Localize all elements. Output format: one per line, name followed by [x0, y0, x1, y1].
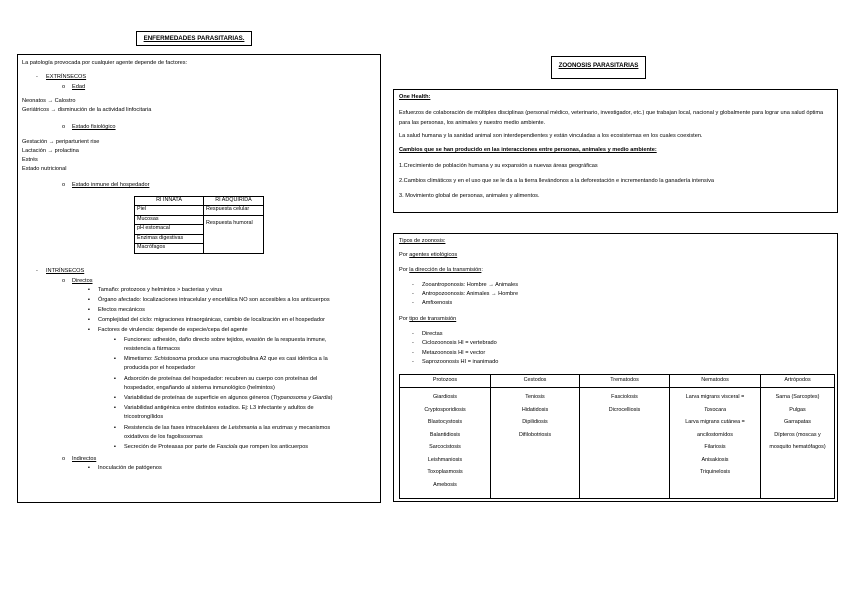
directos-item: ▪ Complejidad del ciclo: migraciones intraorgánicas, cambio de localización en el hospedador: [88, 317, 325, 323]
zoo-item: Dípteros (moscas y: [774, 431, 821, 438]
inmune-label: Estado inmune del hospedador: [72, 182, 150, 188]
virulencia-item: ▪ Variabilidad de proteínas de superficie en algunos géneros (Trypanosoma y Giardia): [114, 395, 333, 401]
text-fragment: Secreción de Proteasas por parte de: [124, 444, 217, 450]
virulencia-item: ▪ Variabilidad antigénica entre distintos estadios. Ej: L3 infectante y adultos de: [114, 405, 314, 411]
text-fragment: Saprozoonosis HI = inanimado: [422, 359, 499, 365]
ri-adquirida-text: Respuesta humoral: [206, 219, 253, 226]
text-fragment: Inoculación de patógenos: [98, 465, 162, 471]
zoo-header: Artrópodos: [761, 375, 835, 388]
zoo-item: Toxoplasmosis: [427, 469, 463, 475]
fisio-line: Estrés: [22, 157, 38, 163]
direccion-item: - Amfixenosis: [412, 300, 453, 306]
edad-label: Edad: [72, 84, 86, 90]
text-fragment: Factores de virulencia: depende de especie/cepa del agente: [98, 327, 248, 333]
zoo-item: Dipilidiosis: [522, 419, 548, 425]
fisio-line: Lactación → prolactina: [22, 148, 79, 154]
zoo-item: Larva migrans visceral =: [685, 394, 745, 400]
zoo-item: Toxocara: [704, 406, 726, 413]
zoo-header: Cestodos: [491, 375, 580, 388]
left-intro: La patología provocada por cualquier agente depende de factores:: [22, 60, 188, 66]
indirectos-label: Indirectos: [72, 456, 97, 462]
virulencia-cont: oxidativos de los fagolisosomas: [124, 434, 203, 440]
zoo-item: Cryptosporidiosis: [424, 406, 466, 413]
intrinsecos-heading: - INTRÍNSECOS: [36, 268, 85, 274]
zoo-item: Triquinelosis: [699, 469, 731, 475]
ri-innata-cell: Mucosas: [135, 215, 204, 225]
virulencia-item: ▪ Mimetismo: Schistosoma produce una macroglobulina A2 que es casi idéntica a la: [114, 356, 328, 362]
cambios-item: 2.Cambios climáticos y en el uso que se le da a la tierra llevándonos a la deforestación e incrementando la ganadería intensiva: [399, 178, 714, 184]
virulencia-item: ▪ Funciones: adhesión, daño directo sobre tejidos, evasión de la respuesta inmune,: [114, 337, 327, 343]
directos-item: ▪ Órgano afectado: localizaciones intracelular y encefálica NO son accesibles a los anticuerpos: [88, 297, 330, 303]
fisio-line: Gestación → periparturient rise: [22, 139, 100, 145]
zoo-item: Amebosis: [433, 481, 457, 488]
edad-line: Geriátricos → disminución de la actividad linfocitaria: [22, 107, 152, 113]
zoo-item: Sarna (Sarcoptes): [775, 394, 820, 400]
zoonosis-table: [399, 374, 835, 499]
fisio-heading: o Estado fisiológico: [62, 124, 116, 130]
text-fragment: Adsorción de proteínas del hospedador: recubren su cuerpo con proteínas del: [124, 376, 318, 382]
cambios-item: 3. Movimiento global de personas, animales y alimentos.: [399, 193, 540, 199]
zoo-item: Difilobotriosis: [518, 431, 552, 438]
text-fragment: Variabilidad de proteínas de superficie en algunos géneros (: [124, 395, 273, 401]
indirectos-item: ▪ Inoculación de patógenos: [88, 465, 162, 471]
zoo-item: Anisakiosis: [701, 456, 729, 463]
text-fragment: Amfixenosis: [422, 300, 453, 306]
directos-item: ▪ Factores de virulencia: depende de especie/cepa del agente: [88, 327, 248, 333]
direccion-item: - Antropozoonosis: Animales → Hombre: [412, 291, 519, 297]
indirectos-heading: o Indirectos: [62, 456, 97, 462]
virulencia-cont: producida por el hospedador: [124, 365, 196, 371]
one-health-label: One Health:: [399, 94, 431, 100]
virulencia-item: ▪ Adsorción de proteínas del hospedador: recubren su cuerpo con proteínas del: [114, 376, 318, 382]
ri-adquirida-cell: Respuesta celular: [204, 206, 264, 216]
text-fragment: tipo de transmisión: [409, 316, 457, 322]
por-direccion: [399, 267, 483, 275]
left-title: ENFERMEDADES PARASITARIAS.: [143, 35, 245, 42]
zoo-cell-trematodos: [580, 388, 670, 499]
virulencia-cont: resistencia a fármacos: [124, 346, 180, 352]
zoo-item: Garrapatas: [784, 419, 811, 425]
zoo-item: Sarcocistosis: [429, 444, 461, 450]
text-fragment: Schistosoma: [154, 356, 187, 362]
left-title-box: [136, 31, 252, 46]
text-fragment: Efectos mecánicos: [98, 307, 145, 313]
text-fragment: a las enzimas y mecanismos: [257, 425, 331, 431]
ri-innata-cell: pH estomacal: [135, 225, 204, 235]
edad-line: Neonatos → Calostro: [22, 98, 76, 104]
zoo-item: Hidatidosis: [521, 406, 549, 413]
ri-innata-cell: Macrófagos: [135, 244, 204, 254]
tipo-item: - Saprozoonosis HI = inanimado: [412, 359, 499, 365]
edad-heading: o Edad: [62, 84, 86, 90]
text-fragment: Tamaño: protozoos y helmintos > bacterias y virus: [98, 287, 223, 293]
text-fragment: que rompen los anticuerpos: [237, 444, 309, 450]
zoo-cell-nematodos: [670, 388, 761, 499]
zoo-item: Fasciolosis: [611, 394, 638, 400]
text-fragment: Órgano afectado: localizaciones intracelular y encefálica NO son accesibles a los anticuerpos: [98, 297, 330, 303]
directos-label: Directos: [72, 278, 93, 284]
zoo-item: Blastocystosis: [427, 419, 463, 425]
text-fragment: Zooantroponosis: Hombre → Animales: [422, 282, 519, 288]
zoo-item: Balantidiosis: [429, 431, 461, 438]
por-agentes: [399, 252, 457, 260]
zoo-cell-cestodos: [491, 388, 580, 499]
right-title: ZOONOSIS PARASITARIAS: [558, 62, 639, 69]
zoo-item: Larva migrans cutánea =: [685, 419, 745, 425]
virulencia-item: ▪ Secreción de Proteasas por parte de Fasciola que rompen los anticuerpos: [114, 444, 309, 450]
cambios-item: 1.Crecimiento de población humana y su expansión a nuevas áreas geográficas: [399, 163, 598, 169]
zoo-cell-artropodos: [761, 388, 835, 499]
text-fragment: Por: [399, 316, 410, 322]
text-fragment: Directas: [422, 331, 443, 337]
zoo-item: Leishmaniosis: [427, 456, 463, 463]
ri-adquirida-cell: [204, 215, 264, 253]
directos-item: ▪ Efectos mecánicos: [88, 307, 145, 313]
text-fragment: Leishmania: [228, 425, 258, 431]
fisio-label: Estado fisiológico: [72, 124, 116, 130]
zoo-item: Giardiosis: [433, 394, 457, 400]
virulencia-item: ▪ Resistencia de las fases intracelulares de Leishmania a las enzimas y mecanismos: [114, 425, 331, 431]
ri-header-adquirida: RI ADQUIRIDA: [204, 197, 264, 206]
tipo-item: - Metazoonosis HI = vector: [412, 350, 486, 356]
text-fragment: Resistencia de las fases intracelulares de: [124, 425, 229, 431]
zoo-header: Protozoos: [400, 375, 491, 388]
ri-table: [134, 196, 264, 254]
text-fragment: Variabilidad antigénica entre distintos estadios. Ej: L3 infectante y adultos de: [124, 405, 314, 411]
virulencia-cont: hospedador, engañando al sistema inmunológico (helmintos): [124, 385, 275, 391]
text-fragment: produce una macroglobulina A2 que es casi idéntica a la: [186, 356, 328, 362]
text-fragment: :: [481, 267, 483, 273]
tipo-item: - Ciclozoonosis HI = vertebrado: [412, 340, 497, 346]
text-fragment: Trypanosoma y Giardia: [272, 395, 331, 401]
tipo-item: - Directas: [412, 331, 443, 337]
text-fragment: Fasciola: [216, 444, 238, 450]
directos-heading: o Directos: [62, 278, 93, 284]
ri-innata-cell: Enzimas digestivas: [135, 234, 204, 244]
text-fragment: Ciclozoonosis HI = vertebrado: [422, 340, 497, 346]
text-fragment: Metazoonosis HI = vector: [422, 350, 486, 356]
fisio-line: Estado nutricional: [22, 166, 67, 172]
zoo-item: Teniosis: [525, 394, 545, 400]
zoo-header: Nematodos: [670, 375, 761, 388]
directos-item: ▪ Tamaño: protozoos y helmintos > bacterias y virus: [88, 287, 223, 293]
ri-innata-cell: Piel: [135, 206, 204, 216]
ri-header-innata: RI INNATA: [135, 197, 204, 206]
zoo-item: ancilostomídos: [697, 431, 733, 438]
zoo-item: Filariosis: [704, 444, 726, 450]
inmune-heading: o Estado inmune del hospedador: [62, 182, 150, 188]
zoo-item: Dicrocelliosis: [608, 406, 641, 413]
por-tipo: [399, 316, 456, 324]
text-fragment: la dirección de la transmisión: [409, 267, 482, 273]
tipos-label: Tipos de zoonosis:: [399, 238, 446, 244]
text-fragment: Funciones: adhesión, daño directo sobre tejidos, evasión de la respuesta inmune,: [124, 337, 327, 343]
one-health-p1: Esfuerzos de colaboración de múltiples disciplinas (personal médico, veterinario, investigador, etc.) que trabajan local, nacional y globalmente para lograr una salud óptima para las personas, los animales y nuestro medio ambiente.: [399, 110, 824, 126]
virulencia-cont: tricostrongílidos: [124, 414, 164, 420]
extrinsecos-label: EXTRÍNSECOS: [46, 74, 87, 80]
zoo-cell-protozoos: [400, 388, 491, 499]
right-title-box: [551, 56, 646, 79]
extrinsecos-heading: - EXTRÍNSECOS: [36, 74, 87, 80]
direccion-item: - Zooantroponosis: Hombre → Animales: [412, 282, 519, 288]
one-health-p2: La salud humana y la sanidad animal son interdependientes y están vinculadas a los ecosistemas en los cuales coexisten.: [399, 133, 703, 139]
text-fragment: Mimetismo:: [124, 356, 155, 362]
text-fragment: ): [330, 395, 333, 401]
intrinsecos-label: INTRÍNSECOS: [46, 268, 85, 274]
text-fragment: Antropozoonosis: Animales → Hombre: [422, 291, 519, 297]
zoo-item: mosquito hematófagos): [769, 444, 826, 450]
text-fragment: Complejidad del ciclo: migraciones intraorgánicas, cambio de localización en el hospedador: [98, 317, 325, 323]
cambios-label: Cambios que se han producido en las interacciones entre personas, animales y medio ambiente:: [399, 147, 657, 153]
text-fragment: Por: [399, 267, 410, 273]
zoo-header: Trematodos: [580, 375, 670, 388]
zoo-item: Pulgas: [789, 406, 806, 413]
text-fragment: Por: [399, 252, 410, 258]
text-fragment: agentes etiológicos: [409, 252, 458, 258]
